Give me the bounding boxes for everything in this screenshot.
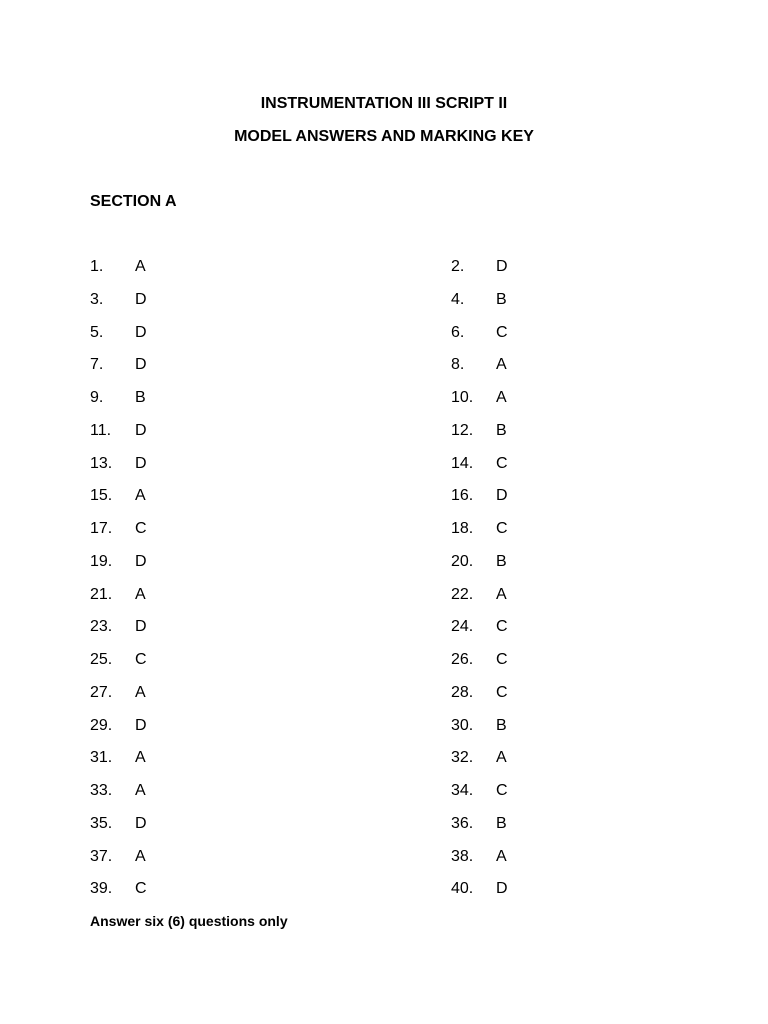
question-number: 33.: [90, 782, 113, 799]
question-number: 40.: [451, 880, 474, 898]
answer-letter: A: [135, 782, 146, 799]
answer-letter: C: [496, 782, 508, 799]
answer-letter: C: [496, 618, 508, 636]
answer-row: [0, 257, 768, 290]
answer-row: [0, 814, 768, 847]
question-number: 21.: [90, 585, 113, 603]
question-number: 1.: [90, 258, 104, 275]
document-title: INSTRUMENTATION III SCRIPT II: [260, 95, 508, 112]
answer-row: [0, 650, 768, 683]
question-number: 26.: [451, 651, 474, 668]
question-number: 30.: [451, 716, 474, 734]
answer-row: [0, 781, 768, 814]
answer-letter: A: [496, 356, 507, 374]
answer-row: [0, 879, 768, 912]
answer-row: [0, 290, 768, 323]
answer-letter: D: [135, 814, 147, 832]
section-heading: SECTION A: [90, 193, 177, 210]
answer-letter: B: [496, 552, 507, 570]
answer-row: [0, 486, 768, 519]
answer-letter: A: [135, 749, 146, 767]
question-number: 12.: [451, 421, 474, 439]
answer-letter: A: [135, 847, 146, 865]
answer-row: [0, 585, 768, 618]
question-number: 10.: [451, 389, 474, 406]
answer-row: [0, 454, 768, 487]
answer-letter: A: [135, 585, 146, 603]
question-number: 31.: [90, 749, 113, 767]
answer-letter: D: [135, 552, 147, 570]
answer-row: [0, 323, 768, 356]
question-number: 3.: [90, 290, 104, 308]
answer-letter: C: [135, 651, 147, 668]
answer-row: [0, 716, 768, 749]
answer-row: [0, 847, 768, 880]
question-number: 24.: [451, 618, 474, 636]
answer-row: [0, 552, 768, 585]
answer-letter: D: [135, 421, 147, 439]
answer-letter: D: [496, 487, 508, 505]
question-number: 23.: [90, 618, 113, 636]
question-number: 27.: [90, 683, 113, 701]
question-number: 17.: [90, 520, 113, 537]
question-number: 15.: [90, 487, 113, 505]
question-number: 9.: [90, 389, 104, 406]
answer-letter: C: [496, 683, 508, 701]
question-number: 16.: [451, 487, 474, 505]
question-number: 36.: [451, 814, 474, 832]
answer-letter: B: [496, 716, 507, 734]
answer-letter: C: [496, 323, 508, 341]
question-number: 2.: [451, 258, 465, 275]
answer-letter: B: [496, 290, 507, 308]
question-number: 7.: [90, 356, 104, 374]
answer-letter: D: [496, 880, 508, 898]
answer-row: [0, 617, 768, 650]
answer-letter: B: [135, 389, 146, 406]
answer-letter: A: [496, 585, 507, 603]
answer-letter: A: [496, 389, 507, 406]
answer-letter: D: [135, 356, 147, 374]
answer-row: [0, 388, 768, 421]
question-number: 14.: [451, 454, 474, 472]
answer-letter: A: [135, 487, 146, 505]
answer-row: [0, 748, 768, 781]
answer-row: [0, 683, 768, 716]
answer-row: [0, 519, 768, 552]
question-number: 35.: [90, 814, 113, 832]
question-number: 28.: [451, 683, 474, 701]
question-number: 37.: [90, 847, 113, 865]
answer-letter: B: [496, 814, 507, 832]
answer-letter: D: [135, 323, 147, 341]
instruction-text: Answer six (6) questions only: [90, 913, 288, 929]
answer-letter: C: [496, 651, 508, 668]
answer-letter: C: [135, 880, 147, 898]
question-number: 6.: [451, 323, 465, 341]
question-number: 39.: [90, 880, 113, 898]
question-number: 22.: [451, 585, 474, 603]
answer-letter: A: [135, 258, 146, 275]
question-number: 13.: [90, 454, 113, 472]
question-number: 20.: [451, 552, 474, 570]
answer-letter: A: [496, 749, 507, 767]
answer-letter: B: [496, 421, 507, 439]
answer-letter: D: [135, 454, 147, 472]
answer-letter: C: [496, 520, 508, 537]
answer-key-list: [0, 257, 768, 912]
question-number: 8.: [451, 356, 465, 374]
question-number: 5.: [90, 323, 104, 341]
question-number: 19.: [90, 552, 113, 570]
answer-letter: D: [496, 258, 508, 275]
question-number: 11.: [90, 421, 112, 439]
answer-letter: A: [135, 683, 146, 701]
question-number: 4.: [451, 290, 465, 308]
answer-letter: D: [135, 290, 147, 308]
question-number: 32.: [451, 749, 474, 767]
document-subtitle: MODEL ANSWERS AND MARKING KEY: [234, 128, 534, 145]
answer-letter: C: [496, 454, 508, 472]
question-number: 18.: [451, 520, 474, 537]
answer-letter: D: [135, 716, 147, 734]
answer-letter: D: [135, 618, 147, 636]
question-number: 29.: [90, 716, 113, 734]
answer-row: [0, 355, 768, 388]
question-number: 25.: [90, 651, 113, 668]
answer-letter: A: [496, 847, 507, 865]
question-number: 34.: [451, 782, 474, 799]
question-number: 38.: [451, 847, 474, 865]
answer-row: [0, 421, 768, 454]
answer-letter: C: [135, 520, 147, 537]
